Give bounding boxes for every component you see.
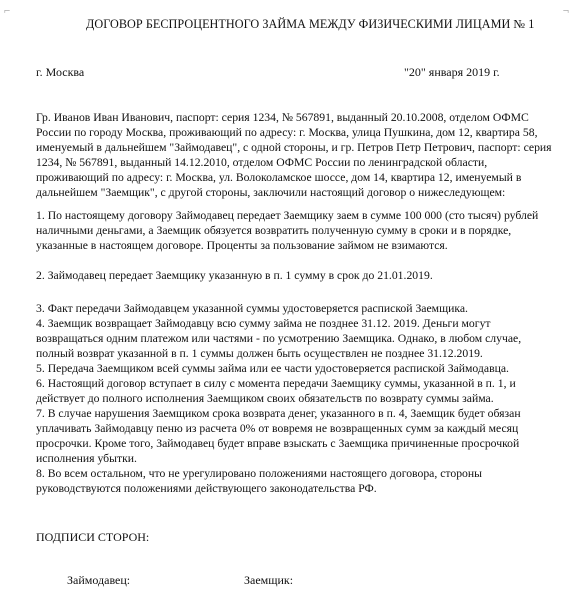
clause-line: 5. Передача Заемщиком всей суммы займа или ее части удостоверяется распиской Займодавца. <box>36 362 509 375</box>
corner-mark-right: ¬ <box>562 5 569 17</box>
clauses-3-8 <box>36 301 552 496</box>
corner-mark-left: ⌐ <box>4 5 11 17</box>
clause-line: наличными деньгами, а Заемщик обязуется возвратить полученную сумму в сроки и в порядке, <box>36 224 512 237</box>
clause-line: 8. Во всем остальном, что не урегулировано положениями настоящего договора, стороны <box>36 467 482 480</box>
clause-2 <box>36 268 552 283</box>
clause-line: указанные в настоящем договоре. Проценты за пользование займом не взимаются. <box>36 239 448 252</box>
clause-line: возвращаться одним платежом или частями - по усмотрению Заемщика. Однако, в любом случае, <box>36 332 522 345</box>
preamble-line: Гр. Иванов Иван Иванович, паспорт: серия 1234, № 567891, выданный 20.10.2008, отделом ОФМС <box>36 111 529 124</box>
preamble-line: именуемый в дальнейшем "Займодавец", с одной стороны, и гр. Петров Петр Петрович, паспорт: серия <box>36 141 552 154</box>
preamble-line: дальнейшем "Заемщик", с другой стороны, заключили настоящий договор о нижеследующем: <box>36 186 506 199</box>
clause-line: 3. Факт передачи Займодавцем указанной суммы удостоверяется распиской Заемщика. <box>36 302 468 315</box>
document-title: ДОГОВОР БЕСПРОЦЕНТНОГО ЗАЙМА МЕЖДУ ФИЗИЧЕСКИМИ ЛИЦАМИ № 1 <box>86 17 535 31</box>
clause-line: 4. Заемщик возвращает Займодавцу всю сумму займа не позднее 31.12. 2019. Деньги могут <box>36 317 491 330</box>
clause-line: исполнения убытки. <box>36 452 137 465</box>
signatures-heading: ПОДПИСИ СТОРОН: <box>36 530 150 544</box>
preamble-line: 1234, № 567891, выданный 14.12.2010, отделом ОФМС России по ленинградской области, <box>36 156 488 169</box>
clause-line: уплачивать Займодавцу пеню из расчета 0% от вовремя не возвращенных сумм за каждый месяц <box>36 422 519 435</box>
preamble-line: проживающий по адресу: г. Москва, ул. Волоколамское шоссе, дом 14, квартира 12, именуемый в <box>36 171 522 184</box>
clause-line: руководствуются положениями действующего законодательства РФ. <box>36 482 377 495</box>
clause-1 <box>36 208 552 253</box>
place: г. Москва <box>36 65 85 79</box>
preamble <box>36 110 552 200</box>
lender-signature-label: Займодавец: <box>67 573 131 587</box>
clause-line: просрочки. Кроме того, Займодавец будет вправе взыскать с Заемщика причиненные просрочкой <box>36 437 520 450</box>
clause-line: 6. Настоящий договор вступает в силу с момента передачи Заемщику суммы, указанной в п. 1, и <box>36 377 516 390</box>
clause-line: 7. В случае нарушения Заемщиком срока возврата денег, указанного в п. 4, Заемщик будет обязан <box>36 407 521 420</box>
contract-date: "20" января 2019 г. <box>404 65 500 79</box>
clause-line: полный возврат указанной в п. 1 суммы должен быть осуществлен не позднее 31.12.2019. <box>36 347 483 360</box>
borrower-signature-label: Заемщик: <box>244 573 294 587</box>
clause-line: 2. Займодавец передает Заемщику указанную в п. 1 сумму в срок до 21.01.2019. <box>36 269 433 282</box>
preamble-line: России по городу Москва, проживающий по адресу: г. Москва, улица Пушкина, дом 12, квартира 58, <box>36 126 538 139</box>
clause-line: 1. По настоящему договору Займодавец передает Заемщику заем в сумме 100 000 (сто тысяч) рублей <box>36 209 539 222</box>
clause-line: действует до полного исполнения Заемщиком своих обязательств по возврату суммы займа. <box>36 392 494 405</box>
